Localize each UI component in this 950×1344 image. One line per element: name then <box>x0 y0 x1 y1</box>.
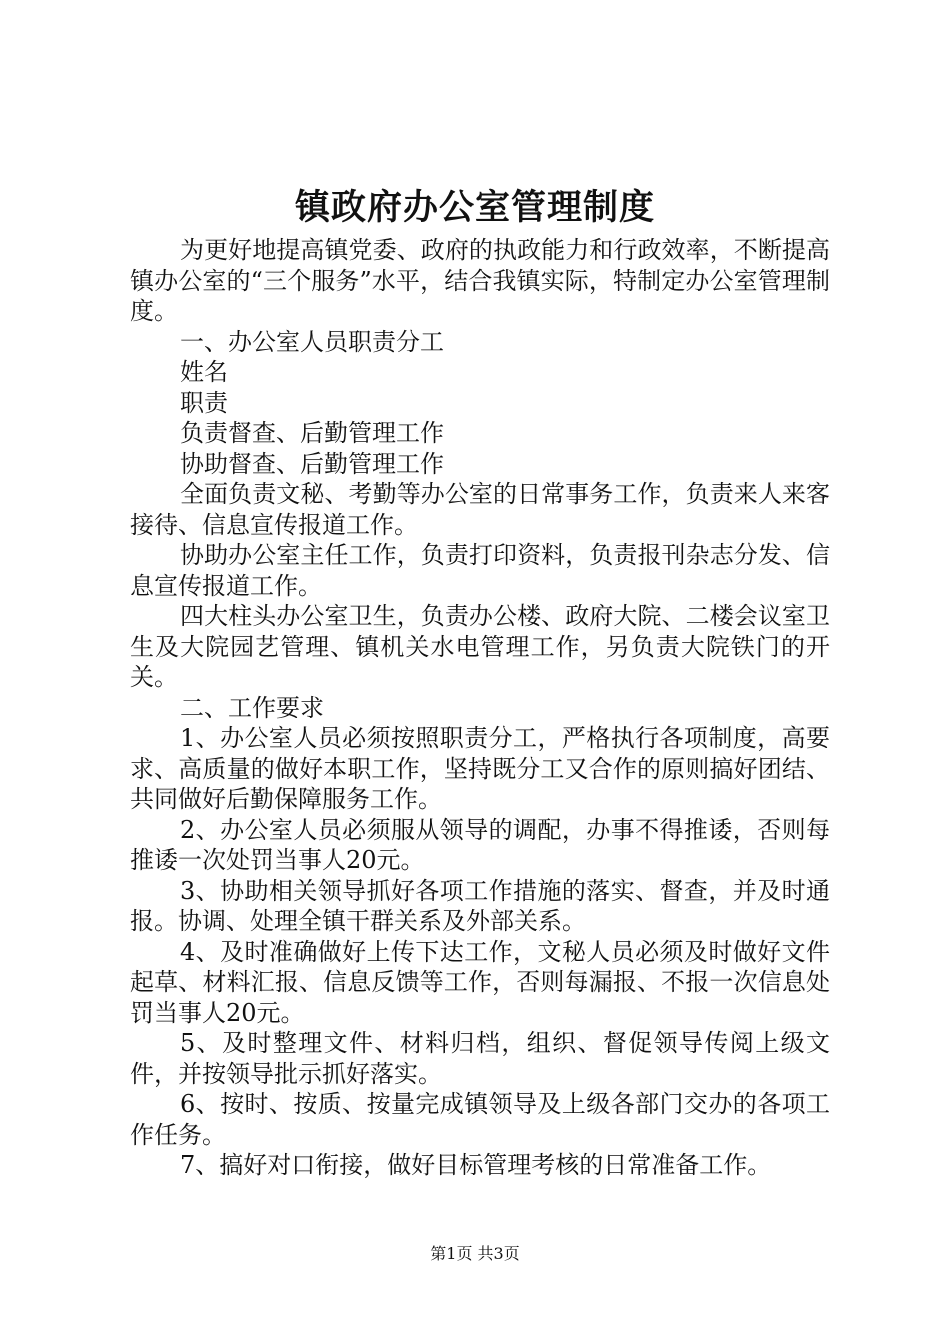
requirement-item: 5、及时整理文件、材料归档，组织、督促领导传阅上级文件，并按领导批示抓好落实。 <box>130 1029 830 1088</box>
requirement-item: 7、搞好对口衔接，做好目标管理考核的日常准备工作。 <box>180 1151 772 1179</box>
document-title: 镇政府办公室管理制度 <box>294 187 655 228</box>
requirement-item: 2、办公室人员必须服从领导的调配，办事不得推诿，否则每推诿一次处罚当事人20元。 <box>130 815 830 874</box>
requirement-item: 6、按时、按质、按量完成镇领导及上级各部门交办的各项工作任务。 <box>130 1090 830 1149</box>
requirement-item: 4、及时准确做好上传下达工作，文秘人员必须及时做好文件起草、材料汇报、信息反馈等工作，否则每漏报、不报一次信息处罚当事人20元。 <box>130 937 830 1027</box>
table-header-name: 姓名 <box>180 358 228 386</box>
section-heading-requirements: 二、工作要求 <box>180 693 324 722</box>
requirement-item: 3、协助相关领导抓好各项工作措施的落实、督查，并及时通报。协调、处理全镇干群关系及外部关系。 <box>130 876 830 935</box>
duty-paragraph: 协助办公室主任工作，负责打印资料，负责报刊杂志分发、信息宣传报道工作。 <box>130 541 830 600</box>
page-number-footer: 第1页 共3页 <box>430 1244 520 1263</box>
duty-paragraph: 四大柱头办公室卫生，负责办公楼、政府大院、二楼会议室卫生及大院园艺管理、镇机关水电管理工作，另负责大院铁门的开关。 <box>130 602 830 691</box>
section-heading-duties: 一、办公室人员职责分工 <box>180 327 444 356</box>
duty-item: 协助督查、后勤管理工作 <box>180 449 444 478</box>
intro-paragraph: 为更好地提高镇党委、政府的执政能力和行政效率，不断提高镇办公室的“三个服务”水平，结合我镇实际，特制定办公室管理制度。 <box>130 236 830 325</box>
duty-paragraph: 全面负责文秘、考勤等办公室的日常事务工作，负责来人来客接待、信息宣传报道工作。 <box>130 480 830 539</box>
document-body <box>130 235 830 1181</box>
duty-item: 负责督查、后勤管理工作 <box>180 419 444 447</box>
table-header-duty: 职责 <box>180 388 228 417</box>
requirement-item: 1、办公室人员必须按照职责分工，严格执行各项制度，高要求、高质量的做好本职工作，坚持既分工又合作的原则搞好团结、共同做好后勤保障服务工作。 <box>130 724 830 813</box>
